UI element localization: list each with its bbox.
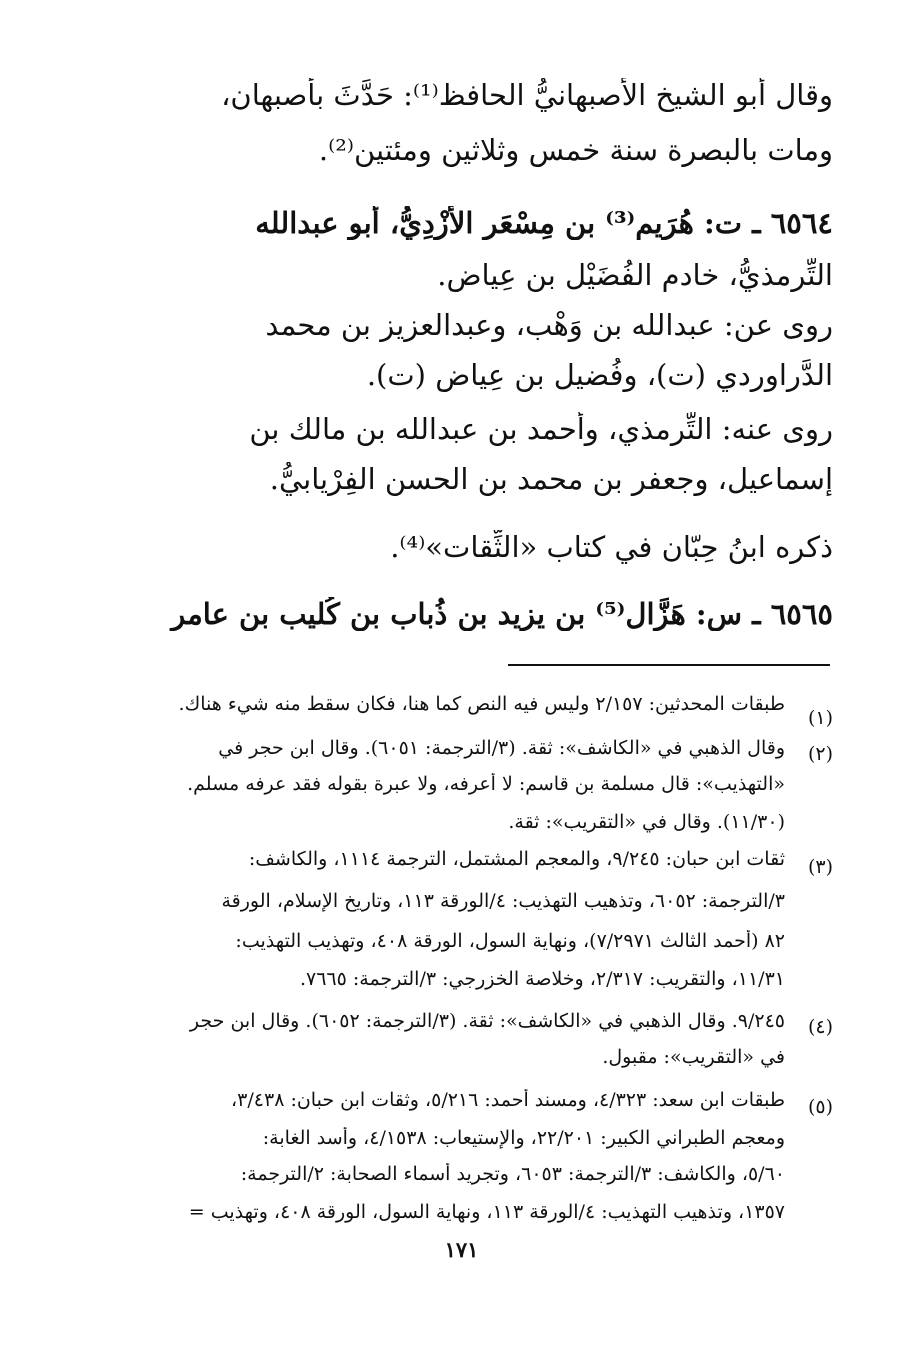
footnote-marker: (٣) xyxy=(807,856,833,878)
body-line: روى عنه: التِّرمذي، وأحمد بن عبدالله بن مالك بن xyxy=(249,412,833,446)
body-line: إسماعيل، وجعفر بن محمد بن الحسن الفِرْيابيُّ. xyxy=(269,462,833,496)
footnote-line: طبقات المحدثين: ٢/١٥٧ وليس فيه النص كما هنا، فكان سقط منه شيء هناك. xyxy=(178,693,785,715)
page-number: ١٧١ xyxy=(444,1237,479,1262)
footnote-line: طبقات ابن سعد: ٤/٣٢٣، ومسند أحمد: ٥/٢١٦، وثقات ابن حبان: ٣/٤٣٨، xyxy=(231,1089,785,1111)
body-line: الدَّراوردي (ت)، وفُضيل بن عِياض (ت). xyxy=(366,358,833,392)
body-line: التِّرمذيُّ، خادم الفُضَيْل بن عِياض. xyxy=(437,258,833,292)
footnote-line: ومعجم الطبراني الكبير: ٢٢/٢٠١، والإستيعاب: ٤/١٥٣٨، وأسد الغابة: xyxy=(262,1127,785,1149)
body-line: ذكره ابنُ حِبّان في كتاب «الثِّقات»⁽⁴⁾. xyxy=(390,530,833,564)
entry-heading-6565: ٦٥٦٥ ـ س: هَزَّال⁽⁵⁾ بن يزيد بن ذُباب بن كُليب بن عامر xyxy=(171,597,833,631)
footnote-marker: (٢) xyxy=(807,743,833,765)
footnote-separator xyxy=(508,664,830,666)
footnote-marker: (٤) xyxy=(807,1016,833,1038)
footnote-line: ثقات ابن حبان: ٩/٢٤٥، والمعجم المشتمل، الترجمة ١١١٤، والكاشف: xyxy=(248,848,785,870)
footnote-line: ١٣٥٧، وتذهيب التهذيب: ٤/الورقة ١١٣، ونهاية السول، الورقة ٤٠٨، وتهذيب = xyxy=(188,1201,785,1223)
footnote-line: «التهذيب»: قال مسلمة بن قاسم: لا أعرفه، ولا عبرة بقوله فقد عرفه مسلم. xyxy=(187,773,785,795)
footnote-line: ٣/الترجمة: ٦٠٥٢، وتذهيب التهذيب: ٤/الورقة ١١٣، وتاريخ الإسلام، الورقة xyxy=(221,890,785,912)
footnote-line: ٥/٦٠، والكاشف: ٣/الترجمة: ٦٠٥٣، وتجريد أسماء الصحابة: ٢/الترجمة: xyxy=(240,1163,785,1185)
body-line: ومات بالبصرة سنة خمس وثلاثين ومئتين⁽²⁾. xyxy=(318,133,833,167)
body-line: وقال أبو الشيخ الأَصبهانيُّ الحافظ⁽¹⁾: حَدَّثَ بأصبهان، xyxy=(221,78,833,112)
footnote-line: في «التقريب»: مقبول. xyxy=(602,1046,785,1068)
entry-heading-6564: ٦٥٦٤ ـ ت: هُرَيم⁽³⁾ بن مِسْعَر الأَزْدِيُّ، أبو عبدالله xyxy=(255,206,833,240)
footnote-marker: (٥) xyxy=(807,1096,833,1118)
footnote-marker: (١) xyxy=(807,707,833,729)
footnote-line: وقال الذهبي في «الكاشف»: ثقة. (٣/الترجمة: ٦٠٥١). وقال ابن حجر في xyxy=(218,737,785,759)
footnote-line: (١١/٣٠). وقال في «التقريب»: ثقة. xyxy=(508,811,785,833)
footnote-line: ٨٢ (أحمد الثالث ٧/٢٩٧١)، ونهاية السول، الورقة ٤٠٨، وتهذيب التهذيب: xyxy=(235,930,785,952)
body-line: روى عن: عبدالله بن وَهْب، وعبدالعزيز بن محمد xyxy=(265,308,833,342)
footnote-line: ١١/٣١، والتقريب: ٢/٣١٧، وخلاصة الخزرجي: ٣/الترجمة: ٧٦٦٥. xyxy=(299,968,785,990)
footnote-line: ٩/٢٤٥. وقال الذهبي في «الكاشف»: ثقة. (٣/الترجمة: ٦٠٥٢). وقال ابن حجر xyxy=(189,1010,785,1032)
